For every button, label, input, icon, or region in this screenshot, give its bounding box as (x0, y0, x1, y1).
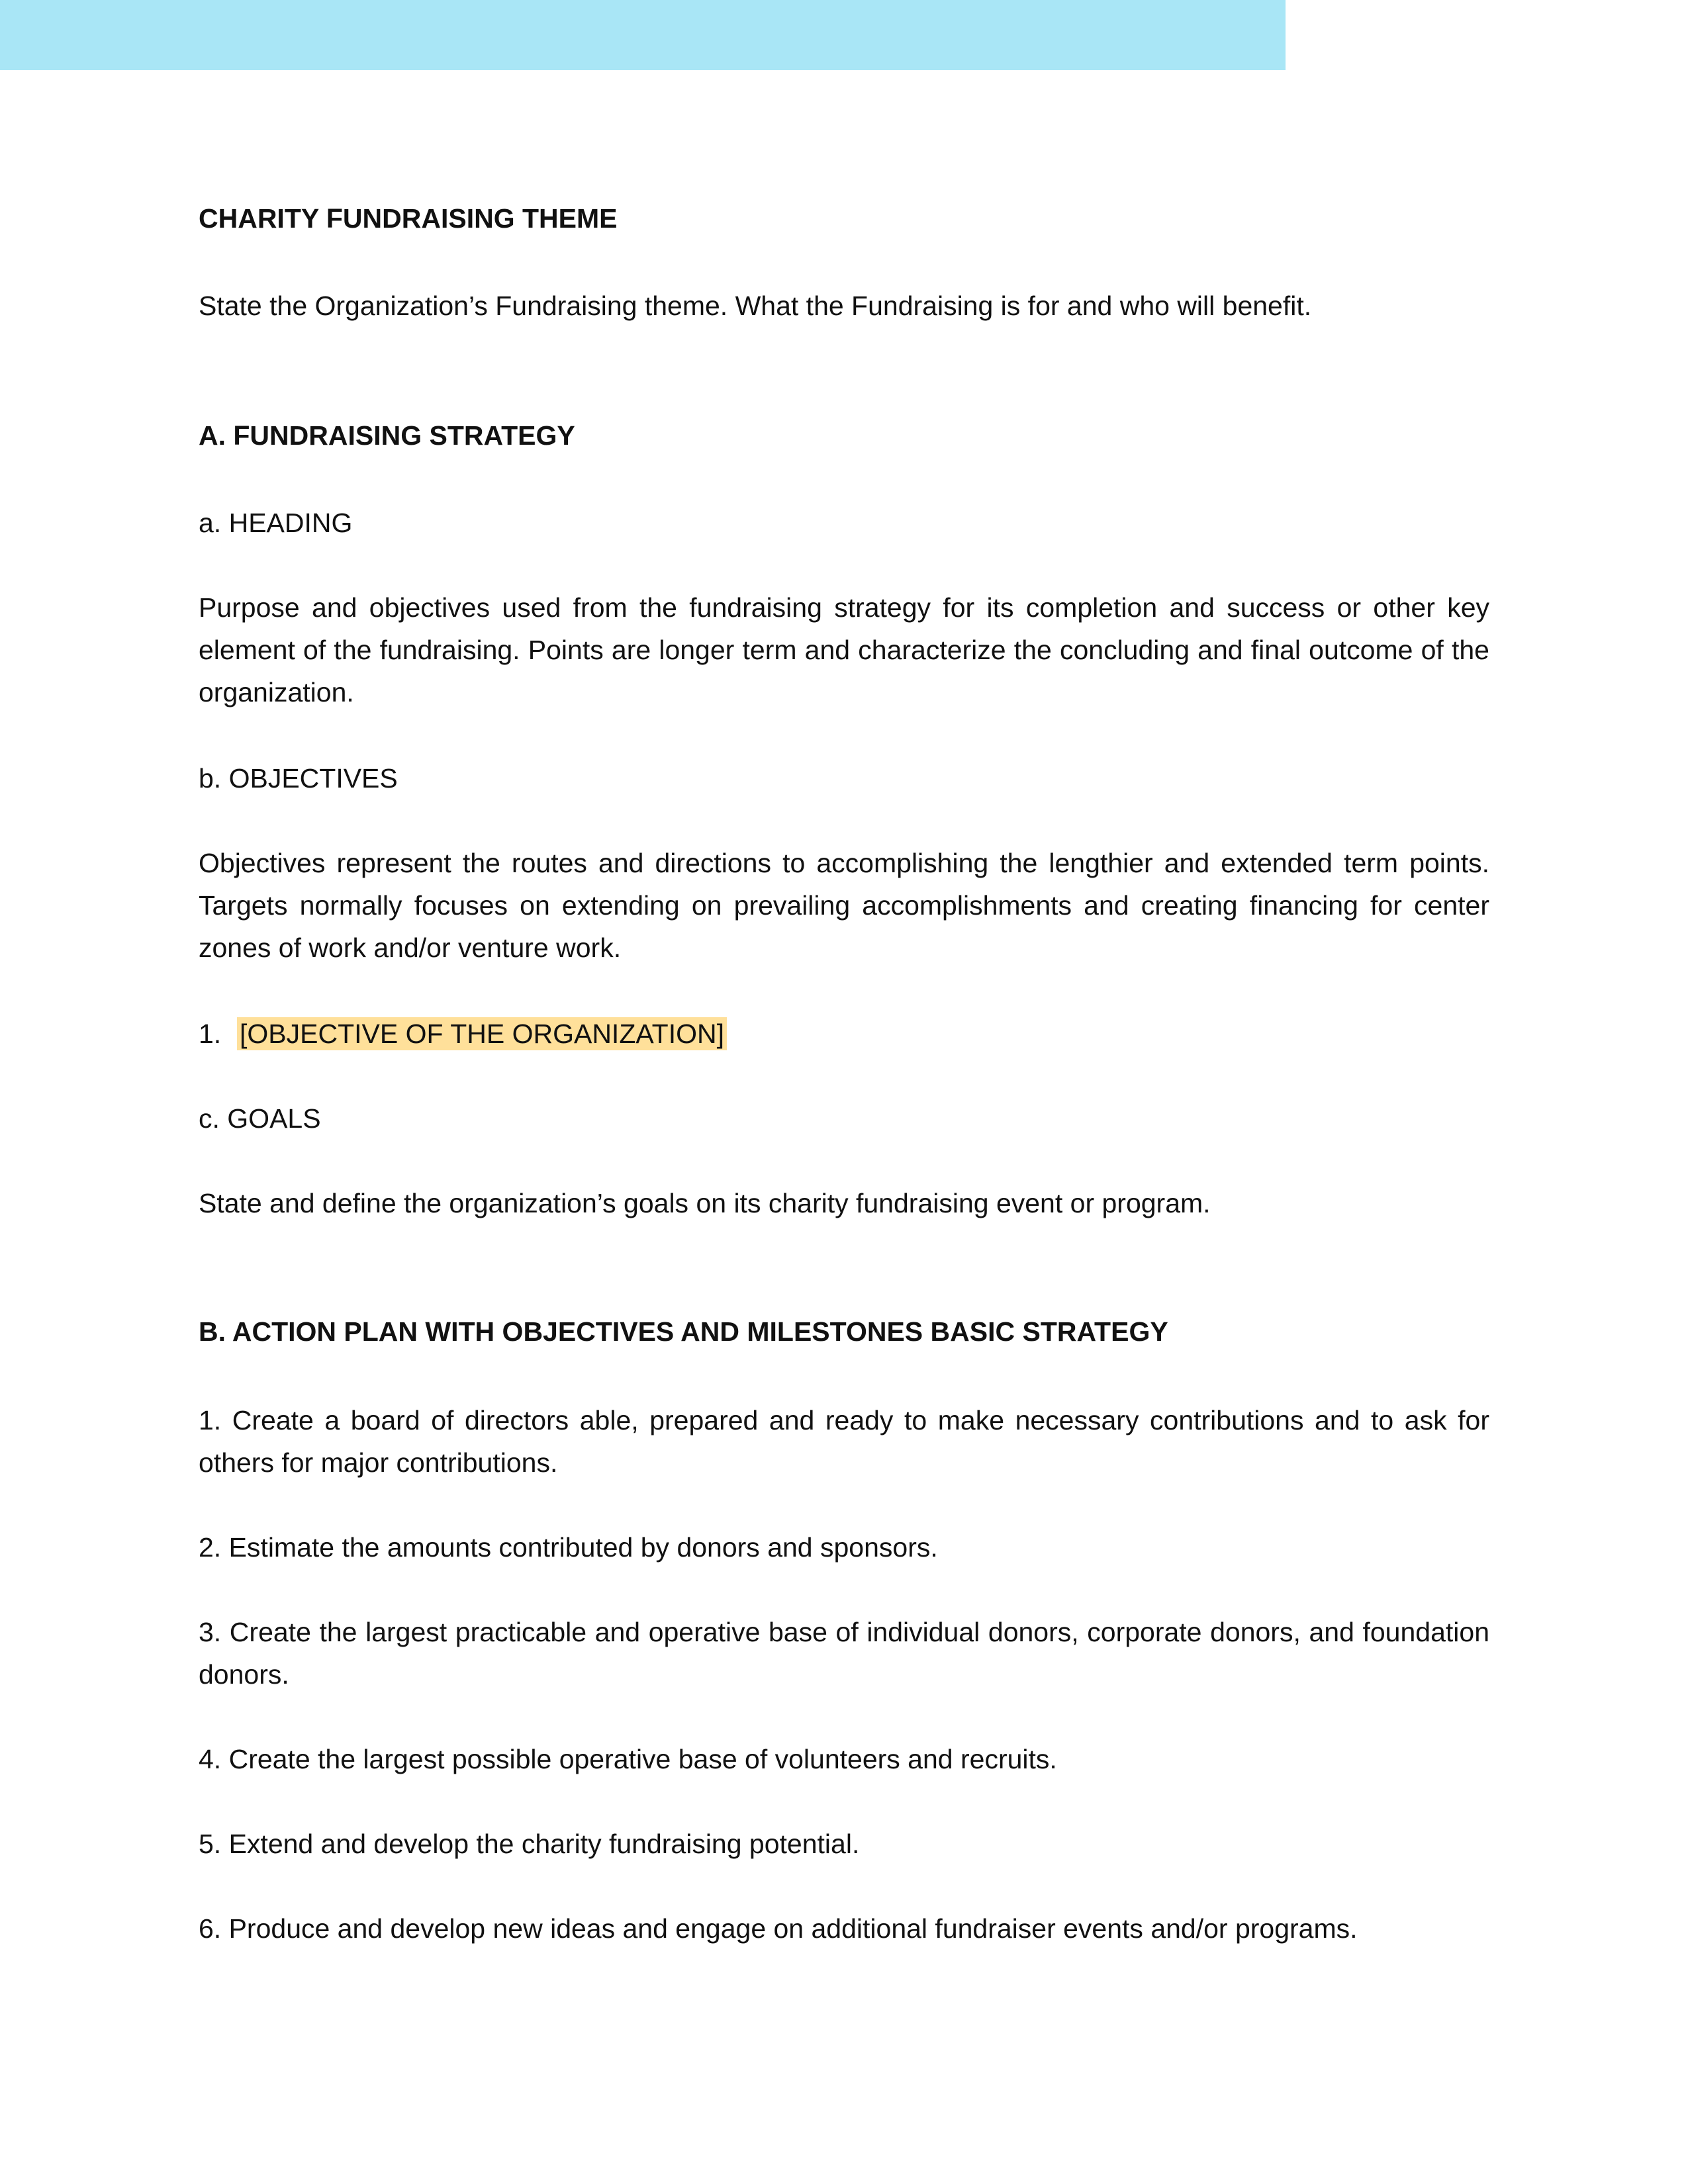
objective-placeholder: [OBJECTIVE OF THE ORGANIZATION] (237, 1017, 727, 1050)
action-item-1: 1. Create a board of directors able, prepared and ready to make necessary contributions and to ask for others for major contributions. (199, 1405, 1489, 1478)
heading-paragraph: Purpose and objectives used from the fundraising strategy for its completion and success or other key element of the fundraising. Points are longer term and characterize the concluding and final outcome of the organization. (199, 592, 1489, 707)
header-color-band (0, 0, 1286, 70)
heading-label: a. HEADING (199, 508, 353, 538)
action-item-3: 3. Create the largest practicable and operative base of individual donors, corporate donors, and foundation donors. (199, 1617, 1489, 1690)
section-a-title: A. FUNDRAISING STRATEGY (199, 420, 575, 451)
action-item-2: 2. Estimate the amounts contributed by donors and sponsors. (199, 1532, 938, 1563)
document-title: CHARITY FUNDRAISING THEME (199, 203, 618, 234)
goals-text: State and define the organization’s goals on its charity fundraising event or program. (199, 1188, 1211, 1218)
section-b-title: B. ACTION PLAN WITH OBJECTIVES AND MILESTONES BASIC STRATEGY (199, 1316, 1168, 1347)
goals-label: c. GOALS (199, 1103, 321, 1134)
objective-item (199, 1013, 1489, 1055)
objectives-paragraph: Objectives represent the routes and directions to accomplishing the lengthier and extended term points. Targets normally focuses on extending on prevailing accomplishments and creating financing for center zones of work and/or venture work. (199, 848, 1489, 963)
action-item-5: 5. Extend and develop the charity fundraising potential. (199, 1829, 860, 1859)
action-item-6: 6. Produce and develop new ideas and engage on additional fundraiser events and/or programs. (199, 1913, 1358, 1944)
action-item-4: 4. Create the largest possible operative base of volunteers and recruits. (199, 1744, 1057, 1774)
objective-item-number: 1. (199, 1019, 222, 1049)
objectives-label: b. OBJECTIVES (199, 763, 398, 794)
theme-text: State the Organization’s Fundraising theme. What the Fundraising is for and who will benefit. (199, 291, 1312, 321)
